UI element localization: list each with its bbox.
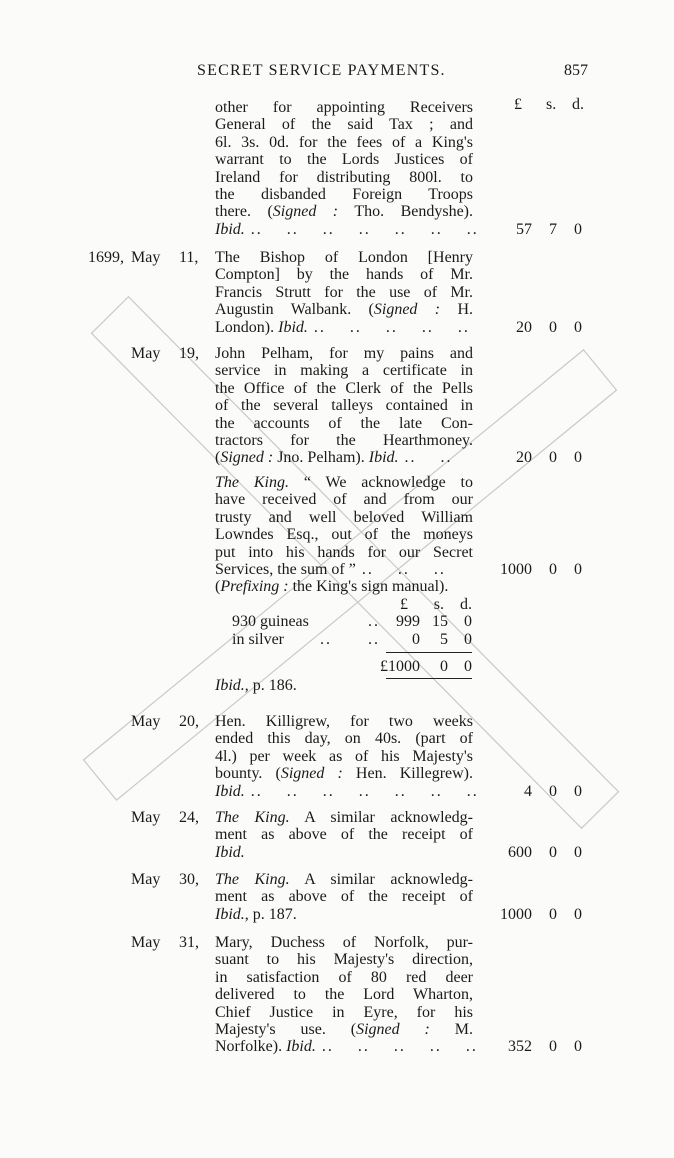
amount-shillings: 0: [549, 449, 557, 467]
page-title: SECRET SERVICE PAYMENTS.: [197, 62, 446, 79]
breakdown-head-pence: d.: [460, 595, 472, 613]
entry-text-line: bounty. (Signed : Hen. Killegrew).: [215, 765, 473, 783]
amount-pence: 0: [574, 905, 582, 923]
entry-text-line: ended this day, on 40s. (part of: [215, 730, 473, 748]
breakdown-head-shillings: s.: [433, 595, 444, 613]
sum-rule: [386, 652, 472, 653]
amount-pounds: 1000: [500, 905, 532, 923]
amount-shillings: 0: [549, 318, 557, 336]
amount-shillings: 0: [549, 1038, 557, 1056]
entry-text-line: The King. A similar acknowledg-: [215, 871, 473, 888]
entry-text-line: tractors for the Hearthmoney.: [215, 432, 473, 449]
entry-text-line: Majesty's use. (Signed : M.: [215, 1021, 474, 1038]
entry-text-line: service in making a certificate in: [215, 362, 473, 380]
breakdown-pence: 0: [464, 630, 472, 648]
entry-text-last: Services, the sum of ” .. .. ..: [215, 561, 446, 578]
entry-day: 31,: [179, 934, 199, 951]
amount-pence: 0: [574, 449, 582, 467]
entry-text-line: warrant to the Lords Justices of: [215, 151, 473, 169]
entry-text-last: Ibid. .. .. .. .. .. .. ..: [215, 220, 479, 238]
entry-text-line: The Bishop of London [Henry: [215, 249, 473, 266]
breakdown-shillings: 15: [432, 613, 448, 631]
entry-year: 1699,: [88, 249, 124, 266]
amount-shillings: 0: [549, 843, 557, 861]
leader-dots: .. .. .. .. .. .. ..: [244, 782, 479, 800]
entry-text-line: 6l. 3s. 0d. for the fees of a King's: [215, 133, 473, 151]
entry-text-line: trusty and well beloved William: [215, 508, 473, 526]
entry-month: May: [131, 249, 161, 266]
amount-shillings: 7: [549, 220, 557, 238]
entry-text-line: Lowndes Esq., out of the moneys: [215, 526, 473, 544]
entry-day: 20,: [179, 713, 199, 730]
breakdown-total-shillings: 0: [440, 658, 448, 675]
entry-text-line: Francis Strutt for the use of Mr.: [215, 283, 473, 301]
amount-pence: 0: [574, 318, 582, 336]
leader-dots: ..: [368, 630, 380, 648]
breakdown-label: in silver: [232, 630, 284, 648]
amount-pence: 0: [574, 561, 582, 578]
entry-day: 19,: [179, 345, 199, 362]
entry-text-last: London). Ibid. .. .. .. .. ..: [215, 318, 470, 336]
amount-pounds: 4: [524, 782, 532, 800]
entry-text-line: 4l.) per week as of his Majesty's: [215, 747, 473, 765]
amount-pence: 0: [574, 220, 582, 238]
leader-dots: .. .. .. .. ..: [307, 318, 470, 336]
entry-day: 11,: [179, 249, 199, 266]
entry-month: May: [131, 713, 161, 730]
amount-pounds: 20: [516, 449, 532, 467]
entry-text-line: Compton] by the hands of Mr.: [215, 266, 473, 284]
entry-text-line: the accounts of the late Con-: [215, 414, 473, 432]
leader-dots: .. .. ..: [355, 561, 446, 578]
entry-text-line: Ibid.: [215, 843, 245, 861]
entry-text-line: John Pelham, for my pains and: [215, 345, 473, 362]
breakdown-total-pence: 0: [464, 658, 472, 675]
breakdown-label: 930 guineas: [232, 613, 309, 631]
amount-pounds: 352: [508, 1038, 532, 1056]
entry-text-line: put into his hands for our Secret: [215, 543, 473, 561]
entry-text-line: of the several talleys contained in: [215, 397, 473, 415]
leader-dots: ..: [368, 613, 380, 631]
breakdown-head-pounds: £: [400, 595, 408, 613]
amount-pence: 0: [574, 1038, 582, 1056]
breakdown-pence: 0: [464, 613, 472, 631]
entry-text-line: Augustin Walbank. (Signed : H.: [215, 301, 473, 319]
entry-text-line: Ireland for distributing 800l. to: [215, 168, 473, 186]
entry-text-line: The King. “ We acknowledge to: [215, 474, 473, 491]
entry-text-last: (Signed : Jno. Pelham). Ibid. .. ..: [215, 449, 453, 467]
entry-text-line: General of the said Tax ; and: [215, 116, 473, 134]
leader-dots: .. .. .. .. ..: [315, 1038, 478, 1056]
entry-month: May: [131, 345, 161, 362]
entry-text-line: have received of and from our: [215, 491, 473, 509]
entry-text-line: the Office of the Clerk of the Pells: [215, 379, 473, 397]
entry-text-line: there. (Signed : Tho. Bendyshe).: [215, 203, 473, 221]
entry-day: 24,: [179, 809, 199, 826]
amount-pence: 0: [574, 782, 582, 800]
amount-shillings: 0: [549, 782, 557, 800]
breakdown-pounds: 0: [412, 630, 420, 648]
entry-day: 30,: [179, 871, 199, 888]
entry-text-line: ment as above of the receipt of: [215, 888, 473, 906]
page-number: 857: [564, 62, 588, 79]
entry-text-last: Ibid. .. .. .. .. .. .. ..: [215, 782, 479, 800]
breakdown-pounds: 999: [396, 613, 420, 631]
entry-text-tail: (Prefixing : the King's sign manual).: [215, 578, 449, 596]
breakdown-shillings: 5: [440, 630, 448, 648]
amount-shillings: 0: [549, 905, 557, 923]
entry-text-line: the disbanded Foreign Troops: [215, 186, 473, 203]
amount-pounds: 1000: [500, 561, 532, 578]
entry-text-line: Hen. Killigrew, for two weeks: [215, 713, 473, 730]
entry-month: May: [131, 809, 161, 826]
entry-text-line: Chief Justice in Eyre, for his: [215, 1003, 473, 1021]
entry-text-line: Mary, Duchess of Norfolk, pur-: [215, 934, 473, 951]
entry-text-line: in satisfaction of 80 red deer: [215, 968, 473, 986]
pence-heading: d.: [572, 96, 584, 113]
leader-dots: ..: [320, 630, 332, 648]
entry-month: May: [131, 934, 161, 951]
total-rule: [386, 678, 472, 679]
entry-month: May: [131, 871, 161, 888]
breakdown-total-pounds: £1000: [380, 658, 420, 675]
leader-dots: .. .. .. .. .. .. ..: [244, 220, 479, 238]
pounds-heading: £: [514, 96, 522, 113]
shillings-heading: s.: [546, 96, 557, 113]
entry-text-line: suant to his Majesty's direction,: [215, 951, 473, 969]
entry-text-line: ment as above of the receipt of: [215, 826, 473, 844]
entry-text-line: The King. A similar acknowledg-: [215, 809, 473, 826]
leader-dots: .. ..: [398, 449, 453, 467]
amount-pounds: 20: [516, 318, 532, 336]
amount-pounds: 600: [508, 843, 532, 861]
amount-pence: 0: [574, 843, 582, 861]
entry-text-last: Norfolke). Ibid. .. .. .. .. ..: [215, 1038, 478, 1056]
entry-text-line: other for appointing Receivers: [215, 99, 473, 116]
entry-reference: Ibid., p. 186.: [215, 677, 297, 695]
entry-text-line: delivered to the Lord Wharton,: [215, 986, 473, 1004]
entry-text-line: Ibid., p. 187.: [215, 905, 297, 923]
amount-shillings: 0: [549, 561, 557, 578]
amount-pounds: 57: [516, 220, 532, 238]
